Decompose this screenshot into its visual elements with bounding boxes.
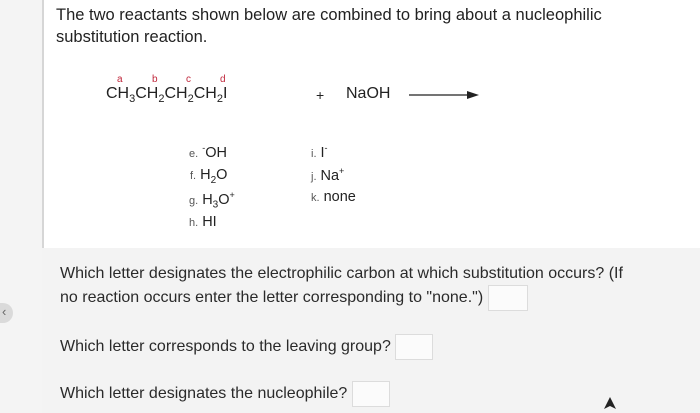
mouse-pointer-icon [604, 397, 616, 411]
choice-j: j. Na+ [311, 166, 345, 184]
answer-input-electrophilic-carbon[interactable] [488, 285, 528, 311]
carbon-label-d: d [220, 74, 226, 85]
question-nucleophile: Which letter designates the nucleophile? [60, 381, 390, 407]
questions-panel [42, 248, 700, 413]
carbon-label-a: a [117, 74, 123, 85]
reaction-equation [106, 74, 486, 114]
choice-k: k. none [311, 189, 356, 205]
reagent-formula: NaOH [346, 85, 391, 102]
choice-f: f. $H_2O$ [190, 167, 228, 186]
question-figure [42, 0, 700, 248]
answer-input-nucleophile[interactable] [352, 381, 390, 407]
choice-h: h. HI [189, 214, 217, 230]
choice-e: e. -OH [189, 143, 227, 161]
substrate-formula: $CH_3CH_2CH_2CH_2I$ [106, 85, 228, 106]
plus-sign: + [316, 87, 325, 103]
choice-i: i. I- [311, 143, 328, 161]
intro-text: The two reactants shown below are combined to bring about a nucleophilic substitution reaction. [56, 6, 602, 46]
chevron-left-icon: ‹ [2, 304, 7, 319]
carbon-label-b: b [152, 74, 158, 85]
carbon-label-c: c [186, 74, 191, 85]
answer-input-leaving-group[interactable] [395, 334, 433, 360]
collapse-tab[interactable] [0, 303, 13, 323]
choice-g: g. $H_3O^+$ [189, 190, 235, 211]
question-leaving-group: Which letter corresponds to the leaving group? [60, 334, 433, 360]
question-electrophilic-carbon: Which letter designates the electrophilic carbon at which substitution occurs? (If no reaction occurs enter the letter corresponding to "none.") [60, 263, 690, 311]
reaction-arrow-icon [409, 90, 479, 100]
